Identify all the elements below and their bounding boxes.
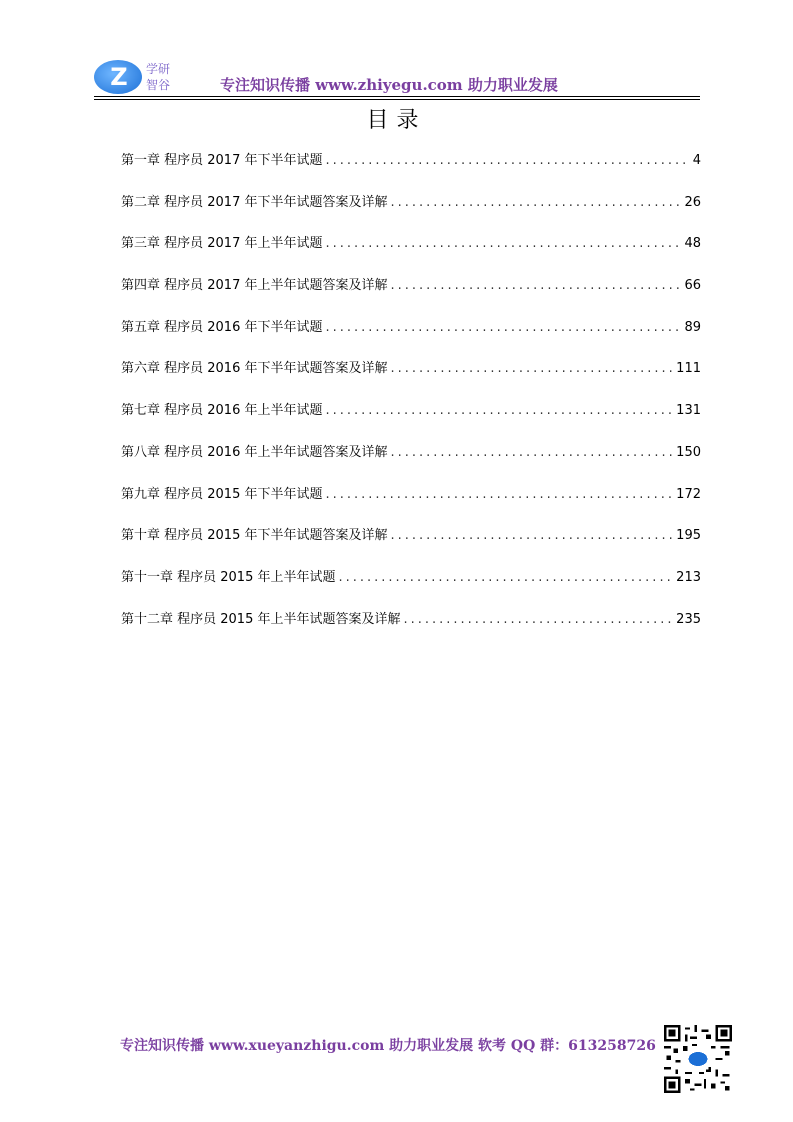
toc-entry-label: 第四章 程序员 2017 年上半年试题答案及详解 [121,278,388,294]
header-slogan: 专注知识传播 www.zhiyegu.com 助力职业发展 [220,76,558,94]
toc-entry-page: 235 [676,611,701,627]
toc-entry[interactable] [121,609,701,651]
toc-leader-dots [325,150,689,172]
toc-entry-label: 第二章 程序员 2017 年下半年试题答案及详解 [121,194,388,210]
table-of-contents [121,150,701,650]
toc-leader-dots [390,275,681,297]
toc-entry-page: 195 [676,528,701,544]
toc-entry-label: 第七章 程序员 2016 年上半年试题 [121,403,323,419]
toc-entry-label: 第九章 程序员 2015 年下半年试题 [121,486,323,502]
toc-leader-dots [325,400,673,422]
logo-text-bottom: 智谷 [146,78,171,92]
toc-leader-dots [390,358,673,380]
toc-entry-page: 48 [684,236,701,252]
toc-entry[interactable] [121,484,701,526]
toc-entry[interactable] [121,525,701,567]
toc-entry[interactable] [121,317,701,359]
toc-leader-dots [338,567,673,589]
toc-entry-page: 172 [676,486,701,502]
toc-leader-dots [325,484,673,506]
toc-entry-label: 第六章 程序员 2016 年下半年试题答案及详解 [121,361,388,377]
toc-entry-page: 150 [676,444,701,460]
toc-entry[interactable] [121,358,701,400]
toc-entry-label: 第一章 程序员 2017 年下半年试题 [121,153,323,168]
page-title: 目录 [366,108,427,133]
toc-entry-page: 66 [684,278,701,294]
toc-entry-label: 第五章 程序员 2016 年下半年试题 [121,319,323,335]
toc-entry-label: 第八章 程序员 2016 年上半年试题答案及详解 [121,444,388,460]
toc-entry[interactable] [121,192,701,234]
logo-z-icon: Z [110,63,128,91]
brand-logo [94,58,174,98]
toc-leader-dots [325,233,681,255]
toc-entry-label: 第三章 程序员 2017 年上半年试题 [121,236,323,252]
toc-entry[interactable] [121,275,701,317]
toc-entry-page: 4 [692,153,701,168]
logo-text-top: 学研 [146,62,171,76]
toc-entry-label: 第十一章 程序员 2015 年上半年试题 [121,569,336,585]
toc-entry[interactable] [121,442,701,484]
toc-entry-page: 89 [684,319,701,335]
page-footer: 专注知识传播 www.xueyanzhigu.com 助力职业发展 软考 QQ 群：613258726 [120,1038,656,1054]
toc-entry-page: 26 [684,194,701,210]
qr-code-icon [664,1025,732,1093]
toc-entry[interactable] [121,233,701,275]
toc-entry-page: 131 [676,403,701,419]
header-rule-bottom [94,99,700,100]
toc-leader-dots [325,317,681,339]
toc-entry-label: 第十章 程序员 2015 年下半年试题答案及详解 [121,528,388,544]
toc-entry-label: 第十二章 程序员 2015 年上半年试题答案及详解 [121,611,401,627]
toc-entry-page: 111 [676,361,701,377]
header-rule-top [94,96,700,97]
toc-entry[interactable] [121,150,701,192]
toc-entry[interactable] [121,567,701,609]
toc-leader-dots [390,442,673,464]
toc-entry-page: 213 [676,569,701,585]
toc-entry[interactable] [121,400,701,442]
toc-leader-dots [390,525,673,547]
toc-leader-dots [403,609,673,631]
toc-leader-dots [390,192,681,214]
